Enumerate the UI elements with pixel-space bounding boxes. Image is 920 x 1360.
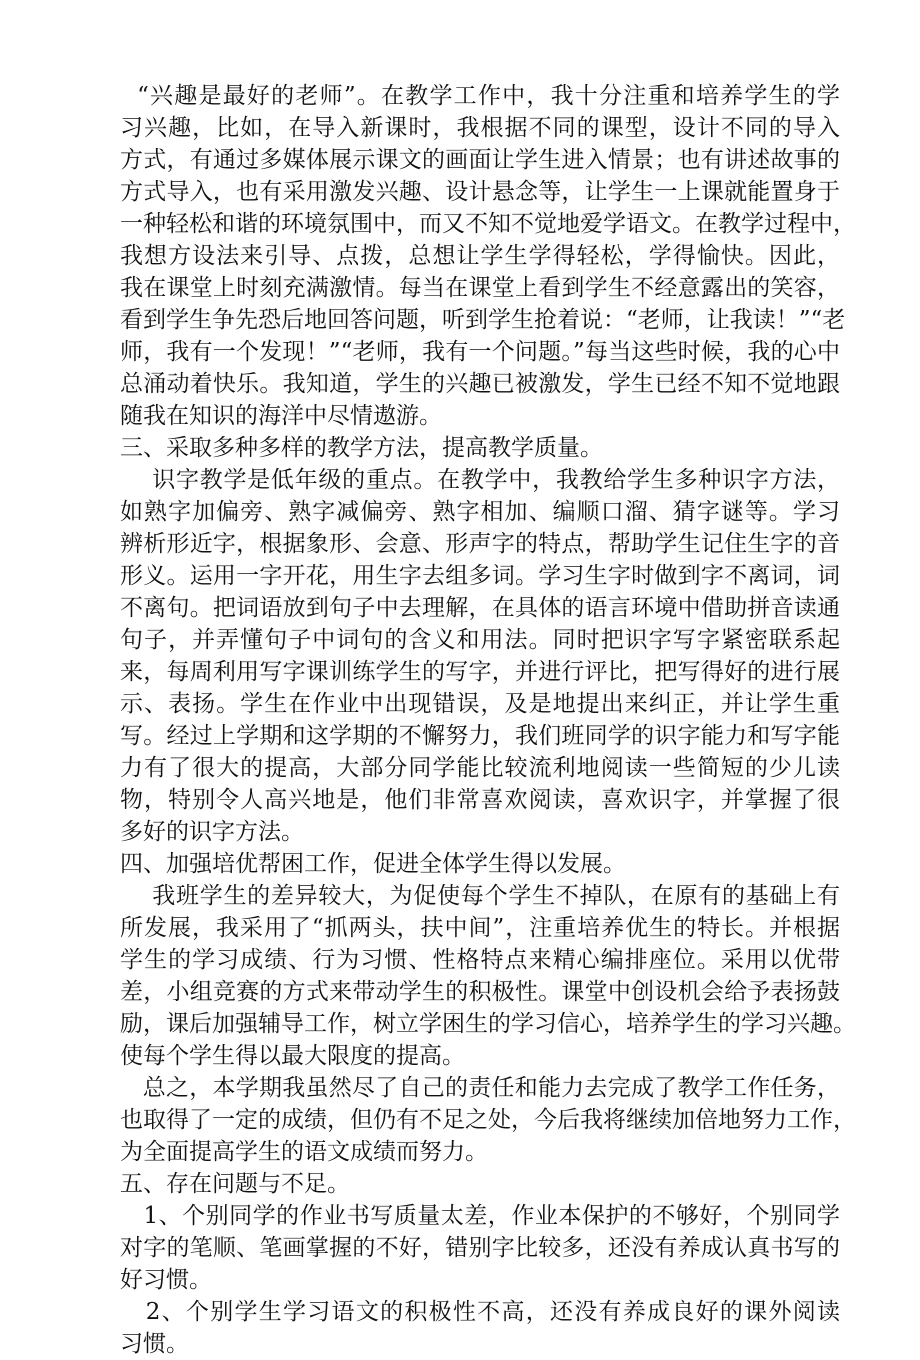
text-line: 励，课后加强辅导工作，树立学困生的学习信心，培养学生的学习兴趣。: [120, 1011, 856, 1037]
text-line: 为全面提高学生的语文成绩而努力。: [120, 1139, 488, 1165]
section-heading-3: 三、采取多种多样的教学方法，提高教学质量。: [120, 435, 603, 461]
text-line: 示、表扬。学生在作业中出现错误，及是地提出来纠正，并让学生重: [120, 691, 840, 717]
text-line: 形义。运用一字开花，用生字去组多词。学习生字时做到字不离词，词: [120, 563, 840, 589]
text-line: 句子，并弄懂句子中词句的含义和用法。同时把识字写字紧密联系起: [120, 627, 840, 653]
text-line: 我在课堂上时刻充满激情。每当在课堂上看到学生不经意露出的笑容，: [120, 275, 840, 301]
text-line: 识字教学是低年级的重点。在教学中，我教给学生多种识字方法，: [120, 467, 840, 493]
text-line: 辨析形近字，根据象形、会意、形声字的特点，帮助学生记住生字的音: [120, 531, 840, 557]
document-page: [120, 80, 856, 1360]
text-line: 方式，有通过多媒体展示课文的画面让学生进入情景；也有讲述故事的: [120, 147, 840, 173]
text-line: 看到学生争先恐后地回答问题，听到学生抢着说：“老师，让我读！”“老: [120, 307, 846, 333]
text-line: 我班学生的差异较大，为促使每个学生不掉队，在原有的基础上有: [120, 883, 840, 909]
text-line: 如熟字加偏旁、熟字减偏旁、熟字相加、编顺口溜、猜字谜等。学习: [120, 499, 840, 525]
text-line: 2、个别学生学习语文的积极性不高，还没有养成良好的课外阅读: [120, 1299, 840, 1325]
text-line: 力有了很大的提高，大部分同学能比较流利地阅读一些简短的少儿读: [120, 755, 840, 781]
text-line: 一种轻松和谐的环境氛围中，而又不知不觉地爱学语文。在教学过程中，: [120, 211, 856, 237]
text-line: 随我在知识的海洋中尽情遨游。: [120, 403, 442, 429]
text-line: 好习惯。: [120, 1267, 212, 1293]
text-line: 总涌动着快乐。我知道，学生的兴趣已被激发，学生已经不知不觉地跟: [120, 371, 840, 397]
text-line: 也取得了一定的成绩，但仍有不足之处，今后我将继续加倍地努力工作，: [120, 1107, 856, 1133]
text-line: “兴趣是最好的老师”。在教学工作中，我十分注重和培养学生的学: [120, 83, 840, 109]
text-line: 习兴趣，比如，在导入新课时，我根据不同的课型，设计不同的导入: [120, 115, 840, 141]
text-line: 物，特别令人高兴地是，他们非常喜欢阅读，喜欢识字，并掌握了很: [120, 787, 840, 813]
text-line: 我想方设法来引导、点拨，总想让学生学得轻松，学得愉快。因此，: [120, 243, 840, 269]
text-line: 所发展，我采用了“抓两头，扶中间”，注重培养优生的特长。并根据: [120, 915, 840, 941]
text-line: 对字的笔顺、笔画掌握的不好，错别字比较多，还没有养成认真书写的: [120, 1235, 840, 1261]
text-line: 习惯。: [120, 1331, 189, 1357]
section-heading-5: 五、存在问题与不足。: [120, 1171, 350, 1197]
text-line: 差，小组竞赛的方式来带动学生的积极性。课堂中创设机会给予表扬鼓: [120, 979, 840, 1005]
text-line: 方式导入，也有采用激发兴趣、设计悬念等，让学生一上课就能置身于: [120, 179, 840, 205]
text-line: 总之，本学期我虽然尽了自己的责任和能力去完成了教学工作任务，: [120, 1075, 840, 1101]
text-line: 师，我有一个发现！”“老师，我有一个问题。”每当这些时候，我的心中: [120, 339, 840, 365]
section-heading-4: 四、加强培优帮困工作，促进全体学生得以发展。: [120, 851, 626, 877]
text-line: 学生的学习成绩、行为习惯、性格特点来精心编排座位。采用以优带: [120, 947, 840, 973]
text-line: 写。经过上学期和这学期的不懈努力，我们班同学的识字能力和写字能: [120, 723, 840, 749]
text-line: 1、个别同学的作业书写质量太差，作业本保护的不够好，个别同学: [120, 1203, 840, 1229]
text-line: 不离句。把词语放到句子中去理解，在具体的语言环境中借助拼音读通: [120, 595, 840, 621]
text-line: 来，每周利用写字课训练学生的写字，并进行评比，把写得好的进行展: [120, 659, 840, 685]
text-line: 多好的识字方法。: [120, 819, 304, 845]
text-line: 使每个学生得以最大限度的提高。: [120, 1043, 465, 1069]
